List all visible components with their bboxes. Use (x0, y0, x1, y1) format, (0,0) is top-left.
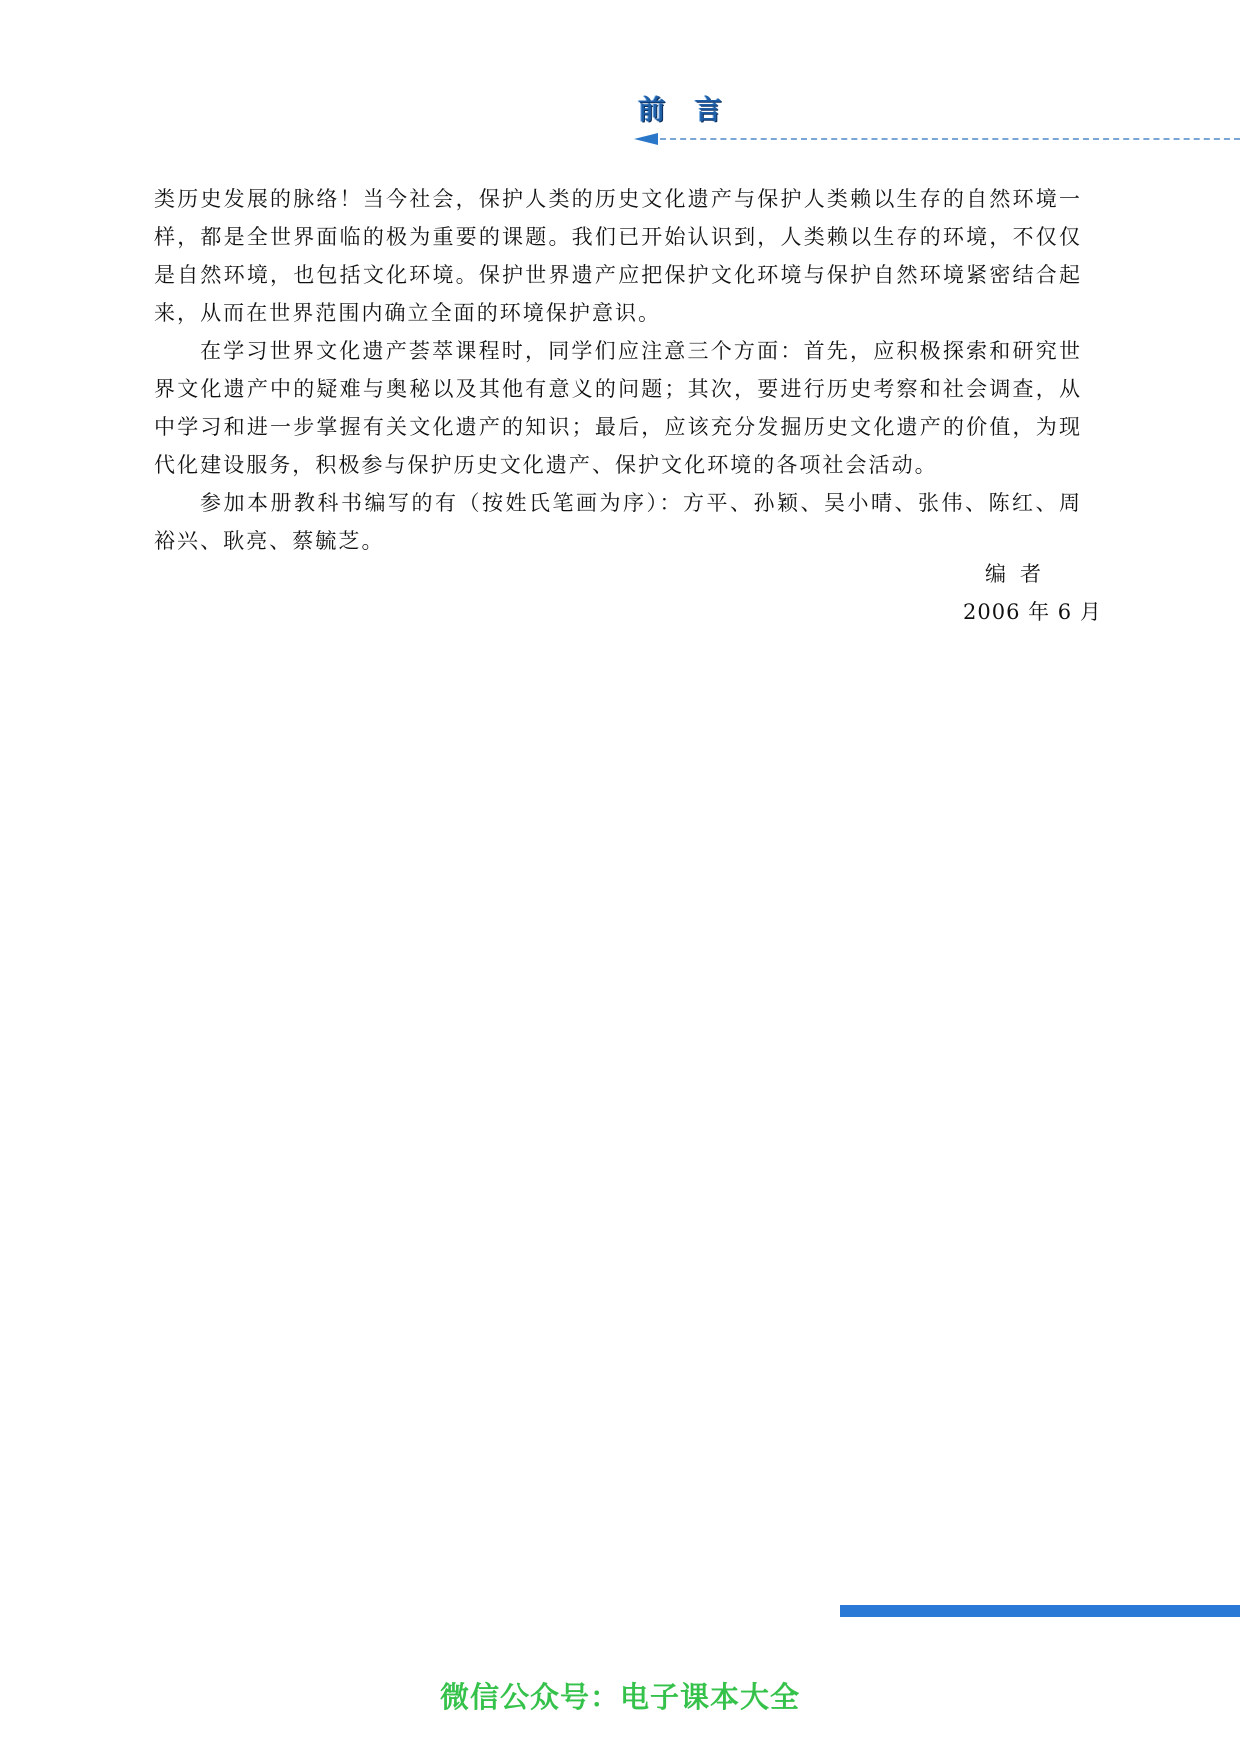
paragraph-study-advice: 在学习世界文化遗产荟萃课程时，同学们应注意三个方面：首先，应积极探索和研究世界文化遗产中的疑难与奥秘以及其他有意义的问题；其次，要进行历史考察和社会调查，从中学习和进一步掌握有关文化遗产的知识；最后，应该充分发掘历史文化遗产的价值，为现代化建设服务，积极参与保护历史文化遗产、保护文化环境的各项社会活动。 (154, 339, 1082, 477)
paragraph-continued: 类历史发展的脉络！当今社会，保护人类的历史文化遗产与保护人类赖以生存的自然环境一样，都是全世界面临的极为重要的课题。我们已开始认识到，人类赖以生存的环境，不仅仅是自然环境，也包括文化环境。保护世界遗产应把保护文化环境与保护自然环境紧密结合起来，从而在世界范围内确立全面的环境保护意识。 (154, 187, 1082, 325)
bottom-accent-bar (840, 1605, 1240, 1617)
title-divider (634, 133, 1240, 145)
signature-date: 2006 年 6 月 (963, 600, 1102, 624)
signature-author: 编者 (985, 562, 1055, 586)
preface-body (154, 180, 1082, 560)
dashed-rule (660, 138, 1240, 140)
page-title: 前 言 (638, 95, 732, 126)
footer-watermark: 微信公众号：电子课本大全 (439, 1680, 800, 1714)
left-arrow-icon (634, 133, 658, 145)
paragraph-authors: 参加本册教科书编写的有（按姓氏笔画为序）：方平、孙颖、吴小晴、张伟、陈红、周裕兴、耿亮、蔡毓芝。 (154, 491, 1082, 553)
